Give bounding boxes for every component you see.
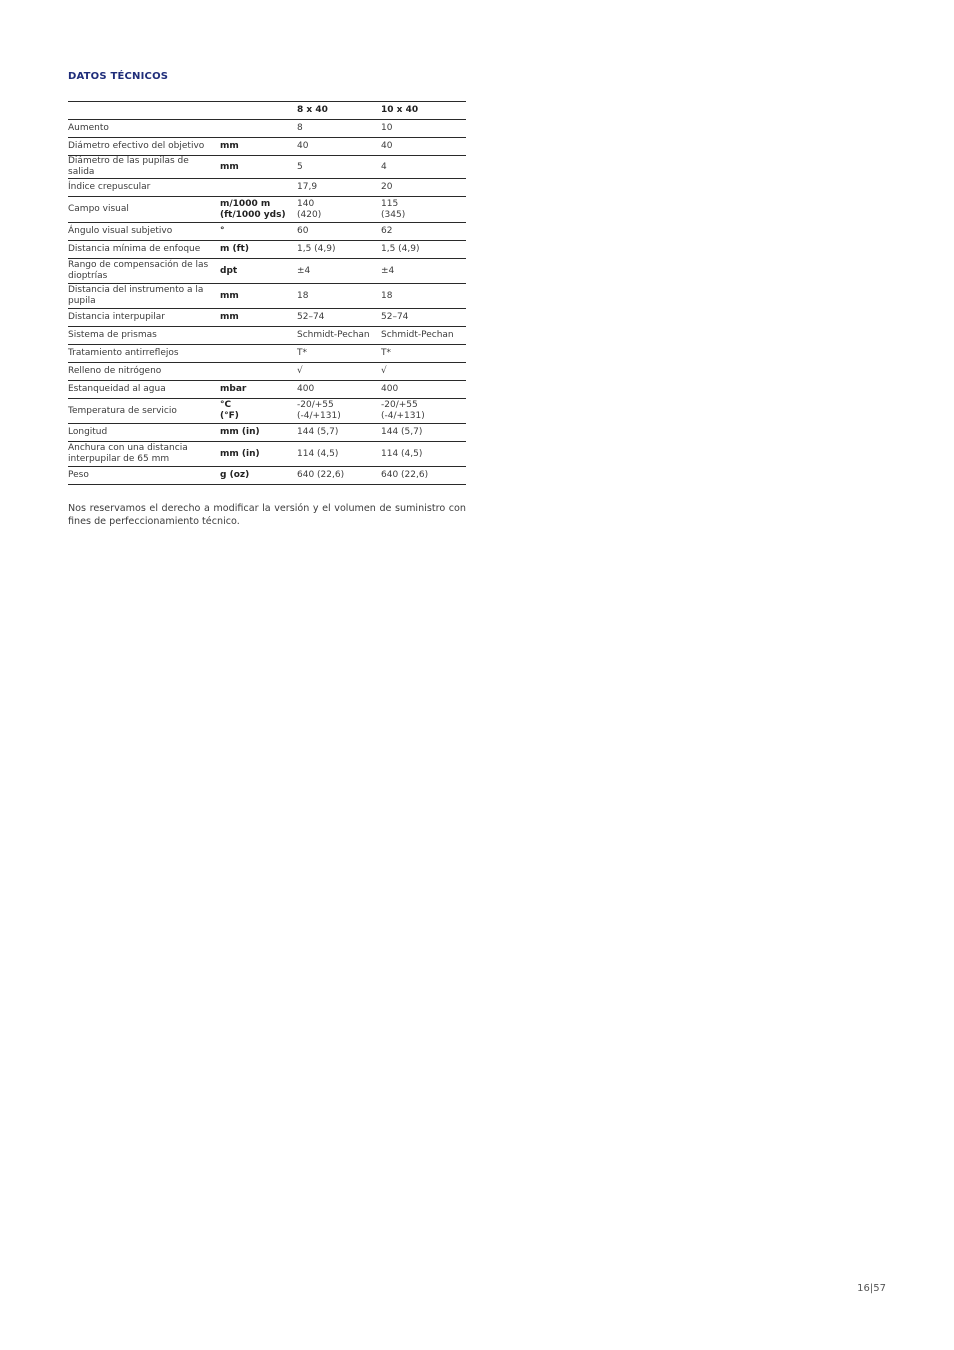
- spec-value-10x40: 144 (5,7): [381, 427, 423, 437]
- spec-value-10x40: 400: [381, 384, 399, 394]
- spec-value-8x40: 18: [297, 290, 309, 301]
- table-row: [68, 138, 466, 156]
- spec-label: Tratamiento antirreflejos: [68, 348, 179, 358]
- spec-value-10x40: Schmidt-Pechan: [381, 330, 454, 340]
- spec-unit: [220, 345, 297, 363]
- spec-value-8x40: 52–74: [297, 312, 325, 322]
- spec-unit: [220, 363, 297, 381]
- spec-value-10x40: 18: [381, 290, 393, 301]
- specs-table-body: [68, 120, 466, 485]
- table-row: [68, 284, 466, 309]
- spec-value-10x40: 114 (4,5): [381, 448, 423, 459]
- spec-value-10x40: 52–74: [381, 312, 409, 322]
- spec-label: Temperatura de servicio: [68, 405, 177, 416]
- spec-label: Peso: [68, 470, 89, 480]
- table-row: [68, 197, 466, 223]
- table-row: [68, 327, 466, 345]
- spec-label: Índice crepuscular: [68, 182, 151, 192]
- table-row: [68, 179, 466, 197]
- spec-value-8x40: 640 (22,6): [297, 470, 345, 480]
- spec-value-8x40: 5: [297, 161, 303, 172]
- table-row: [68, 120, 466, 138]
- spec-value-10x40: √: [381, 366, 387, 376]
- spec-unit: mbar: [220, 384, 247, 394]
- table-row: [68, 399, 466, 424]
- disclaimer-note: Nos reservamos el derecho a modificar la versión y el volumen de suministro con fines de perfeccionamiento técnico.: [68, 503, 466, 527]
- table-row: [68, 442, 466, 467]
- spec-label: Distancia del instrumento a la pupila: [68, 285, 204, 306]
- spec-value-10x40: 115 (345): [381, 198, 406, 220]
- spec-unit: °C (°F): [220, 400, 239, 421]
- spec-label: Diámetro de las pupilas de salida: [68, 156, 189, 177]
- header-cell: [220, 102, 297, 120]
- spec-unit: mm: [220, 312, 239, 322]
- spec-label: Relleno de nitrógeno: [68, 366, 162, 376]
- spec-unit: g (oz): [220, 470, 250, 480]
- spec-value-10x40: 40: [381, 141, 393, 151]
- spec-label: Estanqueidad al agua: [68, 384, 166, 394]
- spec-value-10x40: 62: [381, 226, 393, 236]
- section-title: DATOS TÉCNICOS: [68, 71, 169, 82]
- spec-value-8x40: ±4: [297, 265, 311, 276]
- header-model-8x40: 8 x 40: [297, 105, 328, 115]
- spec-value-10x40: 4: [381, 161, 387, 172]
- header-model-10x40: 10 x 40: [381, 105, 419, 115]
- spec-unit: [220, 120, 297, 138]
- spec-value-10x40: 10: [381, 123, 393, 133]
- spec-unit: mm: [220, 290, 239, 301]
- spec-value-8x40: 8: [297, 123, 303, 133]
- spec-label: Sistema de prismas: [68, 330, 157, 340]
- spec-label: Diámetro efectivo del objetivo: [68, 141, 205, 151]
- spec-label: Distancia mínima de enfoque: [68, 244, 201, 254]
- spec-unit: mm (in): [220, 427, 260, 437]
- spec-unit: mm (in): [220, 448, 260, 459]
- spec-label: Anchura con una distancia interpupilar de 65 mm: [68, 443, 188, 464]
- spec-unit: m (ft): [220, 244, 249, 254]
- specs-table: [68, 101, 466, 485]
- spec-value-8x40: 17,9: [297, 182, 318, 192]
- spec-unit: [220, 327, 297, 345]
- spec-value-8x40: 400: [297, 384, 315, 394]
- spec-unit: m/1000 m (ft/1000 yds): [220, 198, 286, 220]
- spec-unit: dpt: [220, 265, 238, 276]
- table-row: [68, 241, 466, 259]
- spec-value-10x40: 1,5 (4,9): [381, 244, 420, 254]
- table-header-row: [68, 102, 466, 120]
- spec-value-8x40: Schmidt-Pechan: [297, 330, 370, 340]
- spec-label: Distancia interpupilar: [68, 312, 166, 322]
- table-row: [68, 345, 466, 363]
- spec-unit: mm: [220, 161, 239, 172]
- spec-label: Campo visual: [68, 204, 129, 214]
- spec-value-10x40: -20/+55 (-4/+131): [381, 400, 425, 421]
- spec-unit: [220, 179, 297, 197]
- header-cell: [68, 102, 220, 120]
- spec-value-10x40: ±4: [381, 265, 395, 276]
- spec-value-8x40: 144 (5,7): [297, 427, 339, 437]
- table-row: [68, 223, 466, 241]
- spec-value-8x40: 1,5 (4,9): [297, 244, 336, 254]
- table-row: [68, 363, 466, 381]
- spec-value-8x40: 40: [297, 141, 309, 151]
- spec-unit: mm: [220, 141, 239, 151]
- spec-value-8x40: -20/+55 (-4/+131): [297, 400, 341, 421]
- spec-label: Aumento: [68, 123, 109, 133]
- page-number: 16|57: [857, 1283, 886, 1294]
- spec-value-10x40: 20: [381, 182, 393, 192]
- table-row: [68, 309, 466, 327]
- spec-value-8x40: 114 (4,5): [297, 448, 339, 459]
- spec-value-8x40: 60: [297, 226, 309, 236]
- spec-value-10x40: T*: [381, 348, 391, 358]
- spec-label: Rango de compensación de las dioptrías: [68, 260, 209, 281]
- table-row: [68, 156, 466, 179]
- spec-value-8x40: 140 (420): [297, 198, 322, 220]
- table-row: [68, 259, 466, 284]
- spec-value-8x40: T*: [297, 348, 307, 358]
- spec-value-8x40: √: [297, 366, 303, 376]
- spec-unit: °: [220, 226, 225, 236]
- table-row: [68, 424, 466, 442]
- spec-label: Longitud: [68, 427, 108, 437]
- spec-label: Ángulo visual subjetivo: [68, 226, 173, 236]
- table-row: [68, 381, 466, 399]
- table-row: [68, 467, 466, 485]
- spec-value-10x40: 640 (22,6): [381, 470, 429, 480]
